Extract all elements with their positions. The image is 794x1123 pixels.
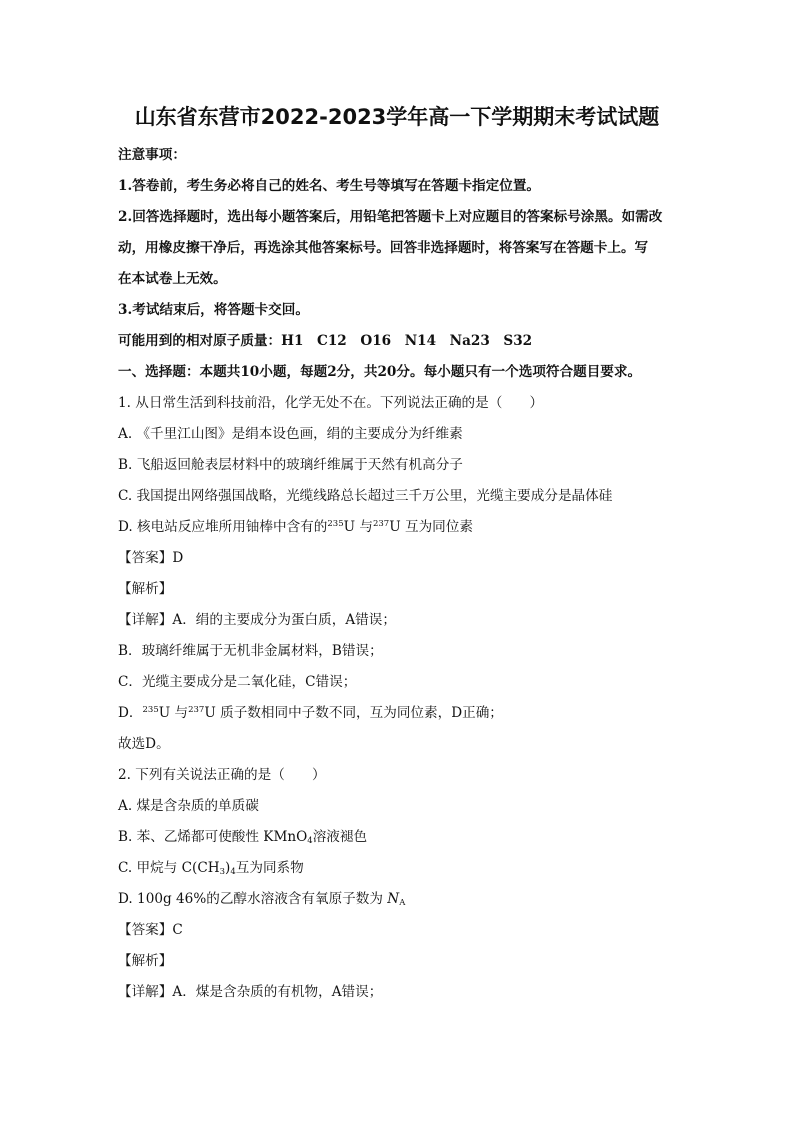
q2-c-subscript-1: 3 [219, 867, 226, 877]
question-2-option-d [118, 890, 405, 908]
notice-item-3: 3.考试结束后，将答题卡交回。 [118, 302, 309, 318]
exam-title: 山东省东营市2022-2023学年高一下学期期末考试试题 [134, 105, 660, 129]
question-1-option-c: C. 我国提出网络强国战略，光缆线路总长超过三千万公里，光缆主要成分是晶体硅 [118, 488, 613, 504]
question-1-option-b: B. 飞船返回舱表层材料中的玻璃纤维属于天然有机高分子 [118, 457, 463, 473]
notice-item-1: 1.答卷前，考生务必将自己的姓名、考生号等填写在答题卡指定位置。 [118, 178, 541, 194]
q2-b-prefix: B. 苯、乙烯都可使酸性 KMnO [118, 829, 308, 845]
question-2-stem: 2. 下列有关说法正确的是（ ） [118, 767, 326, 783]
notice-item-2-line-2: 动，用橡皮擦干净后，再选涂其他答案标号。回答非选择题时，将答案写在答题卡上。写 [118, 240, 649, 256]
question-1-option-d [118, 518, 473, 536]
question-1-option-a: A. 《千里江山图》是绢本设色画，绢的主要成分为纤维素 [118, 426, 463, 442]
q1-detail-d-uranium-2: U 质子数相同中子数不同，互为同位素，D正确； [204, 705, 503, 721]
notice-heading: 注意事项： [118, 147, 186, 163]
question-1-detail-a: 【详解】A．绢的主要成分为蛋白质，A错误； [118, 612, 396, 628]
q2-b-subscript: 4 [307, 836, 313, 846]
section-heading-choice: 一、选择题：本题共10小题，每题2分，共20分。每小题只有一个选项符合题目要求。 [118, 364, 642, 380]
q2-c-subscript-2: 4 [230, 867, 236, 877]
atomic-mass-line: 可能用到的相对原子质量：H1 C12 O16 N14 Na23 S32 [118, 333, 533, 349]
question-2-option-b [118, 828, 367, 846]
question-1-analysis: 【解析】 [118, 581, 173, 597]
q2-c-paren: ) [225, 860, 231, 876]
q1-d-uranium-1: U 与 [343, 519, 373, 535]
q2-c-prefix: C. 甲烷与 C(CH [118, 860, 220, 876]
q1-d-uranium-2: U 互为同位素 [389, 519, 473, 535]
q1-detail-d-prefix: D． [118, 705, 143, 721]
question-1-answer: 【答案】D [118, 550, 184, 566]
q2-d-avogadro-subscript: A [399, 898, 406, 908]
q1-detail-d-mass-2: 237 [188, 705, 205, 715]
q1-d-prefix: D. 核电站反应堆所用铀棒中含有的 [118, 519, 328, 535]
q1-detail-d-mass-1: 235 [142, 705, 159, 715]
question-1-detail-c: C．光缆主要成分是二氧化硅，C错误； [118, 674, 357, 690]
question-1-stem: 1. 从日常生活到科技前沿，化学无处不在。下列说法正确的是（ ） [118, 395, 544, 411]
q2-c-suffix: 互为同系物 [235, 860, 304, 876]
q2-d-prefix: D. 100g 46%的乙醇水溶液含有氧原子数为 [118, 891, 388, 907]
question-2-option-c [118, 859, 304, 877]
q1-d-mass-number-2: 237 [372, 519, 390, 529]
question-1-detail-d [118, 704, 503, 722]
question-1-conclusion: 故选D。 [118, 736, 170, 752]
q1-d-mass-number-1: 235 [327, 519, 344, 529]
question-1-detail-b: B．玻璃纤维属于无机非金属材料，B错误； [118, 643, 383, 659]
question-2-detail-a: 【详解】A．煤是含杂质的有机物，A错误； [118, 984, 383, 1000]
q2-d-avogadro-symbol: N [387, 891, 400, 907]
question-2-analysis: 【解析】 [118, 953, 173, 969]
q1-detail-d-uranium-1: U 与 [158, 705, 189, 721]
notice-item-2-line-1: 2.回答选择题时，选出每小题答案后，用铅笔把答题卡上对应题目的答案标号涂黑。如需改 [118, 209, 663, 225]
question-2-answer: 【答案】C [118, 922, 183, 938]
q2-b-suffix: 溶液褪色 [312, 829, 368, 845]
question-2-option-a: A. 煤是含杂质的单质碳 [118, 798, 259, 814]
notice-item-2-line-3: 在本试卷上无效。 [118, 271, 227, 287]
